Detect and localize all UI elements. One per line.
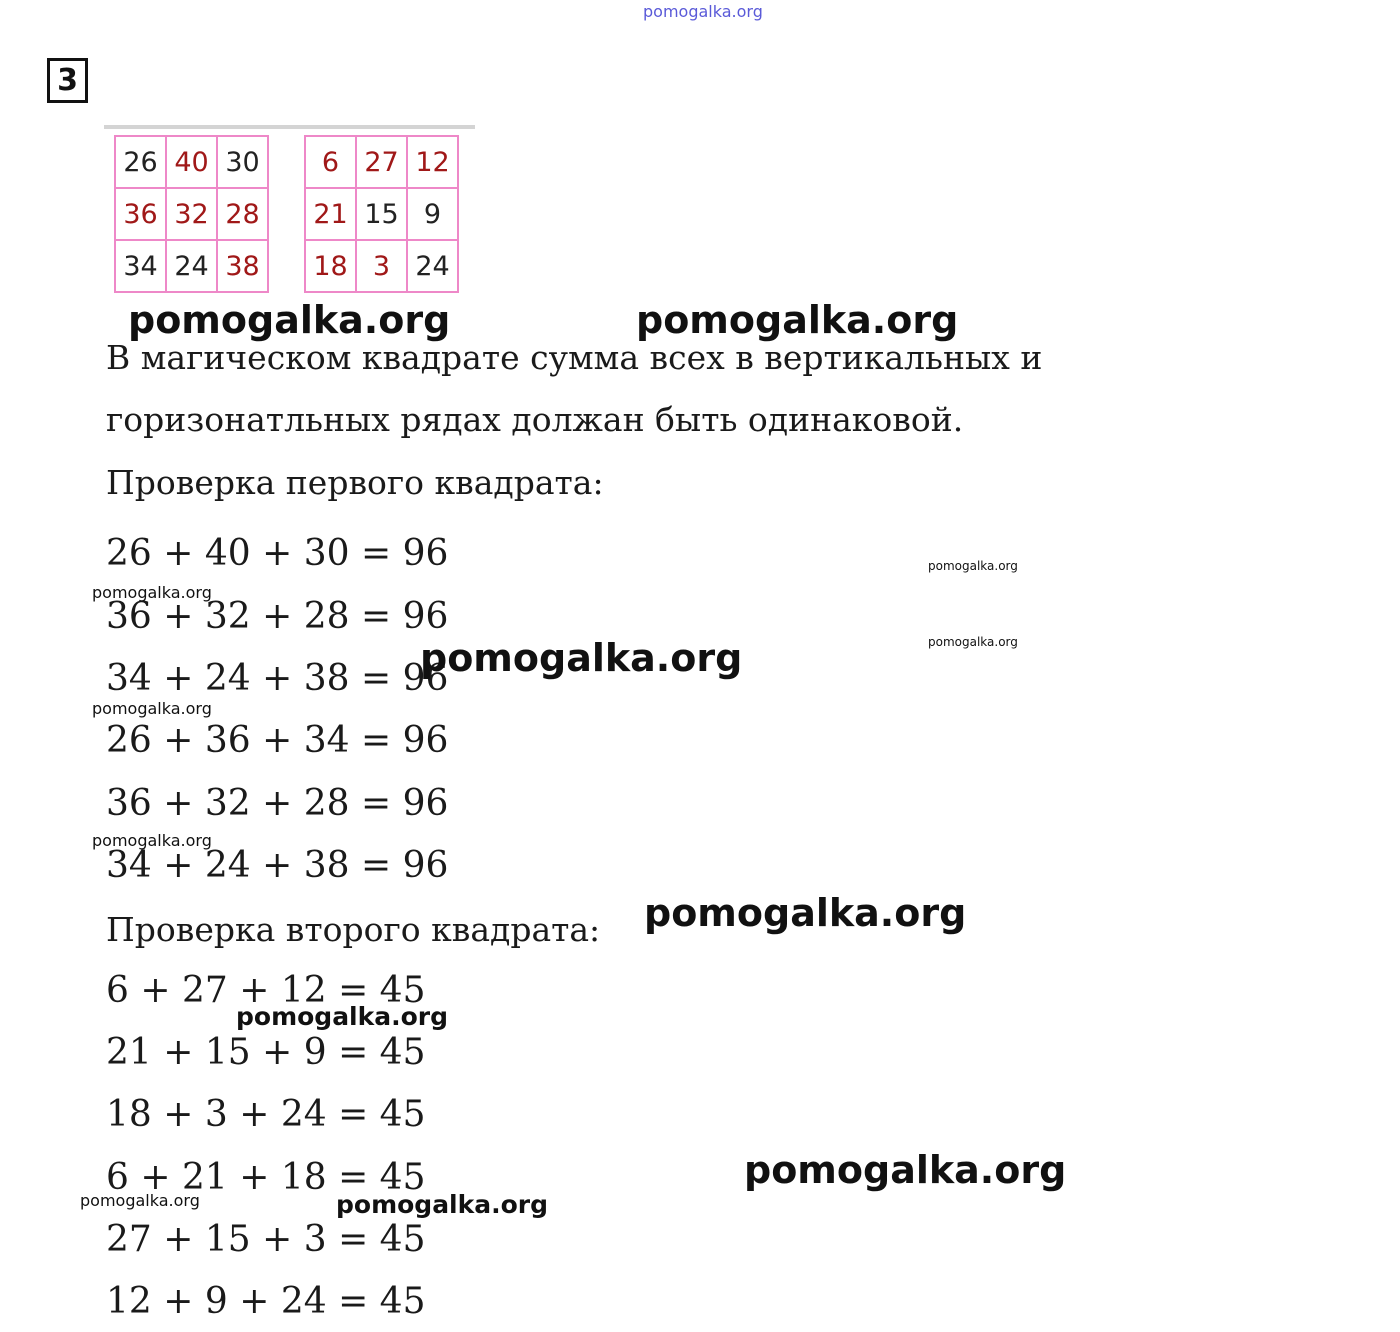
watermark: pomogalka.org (92, 583, 212, 602)
square-cell: 30 (217, 136, 268, 188)
square-cell: 9 (407, 188, 458, 240)
check1-heading: Проверка первого квадрата: (106, 463, 604, 502)
square-cell: 34 (115, 240, 166, 292)
square-cell: 3 (356, 240, 407, 292)
square-cell: 24 (407, 240, 458, 292)
square-cell: 32 (166, 188, 217, 240)
task-number: 3 (47, 58, 88, 103)
check2-equation: 12 + 9 + 24 = 45 (106, 1281, 426, 1322)
top-watermark: pomogalka.org (643, 2, 763, 21)
check2-equation: 18 + 3 + 24 = 45 (106, 1094, 426, 1135)
check1-equation: 26 + 40 + 30 = 96 (106, 533, 449, 574)
watermark: pomogalka.org (336, 1190, 549, 1219)
square-cell: 18 (305, 240, 356, 292)
square-cell: 26 (115, 136, 166, 188)
square-cell: 15 (356, 188, 407, 240)
square-row (305, 240, 458, 292)
magic-square-2 (304, 135, 459, 293)
watermark: pomogalka.org (636, 298, 959, 342)
watermark: pomogalka.org (928, 635, 1018, 649)
square-cell: 28 (217, 188, 268, 240)
square-cell: 12 (407, 136, 458, 188)
intro-line-1: В магическом квадрате сумма всех в вертикальных и (106, 338, 1043, 377)
square-cell: 27 (356, 136, 407, 188)
square-cell: 24 (166, 240, 217, 292)
watermark: pomogalka.org (644, 891, 967, 935)
watermark: pomogalka.org (80, 1191, 200, 1210)
watermark: pomogalka.org (744, 1148, 1067, 1192)
check1-equation: 26 + 36 + 34 = 96 (106, 720, 449, 761)
check2-equation: 21 + 15 + 9 = 45 (106, 1032, 426, 1073)
square-row (305, 136, 458, 188)
check1-equation: 34 + 24 + 38 = 96 (106, 845, 449, 886)
square-cell: 40 (166, 136, 217, 188)
watermark: pomogalka.org (236, 1002, 449, 1031)
check1-equation: 34 + 24 + 38 = 96 (106, 658, 449, 699)
intro-line-2: горизонатльных рядах должан быть одинаковой. (106, 400, 964, 439)
watermark: pomogalka.org (92, 699, 212, 718)
square-row (115, 240, 268, 292)
check1-equation: 36 + 32 + 28 = 96 (106, 783, 449, 824)
divider (104, 125, 475, 129)
square-cell: 21 (305, 188, 356, 240)
square-cell: 36 (115, 188, 166, 240)
square-cell: 6 (305, 136, 356, 188)
square-row (305, 188, 458, 240)
check2-equation: 6 + 21 + 18 = 45 (106, 1157, 426, 1198)
square-row (115, 188, 268, 240)
check2-equation: 27 + 15 + 3 = 45 (106, 1219, 426, 1260)
check2-equation: 6 + 27 + 12 = 45 (106, 970, 426, 1011)
magic-square-1 (114, 135, 269, 293)
check1-equation: 36 + 32 + 28 = 96 (106, 596, 449, 637)
watermark: pomogalka.org (420, 636, 743, 680)
watermark: pomogalka.org (928, 559, 1018, 573)
watermark: pomogalka.org (92, 831, 212, 850)
square-cell: 38 (217, 240, 268, 292)
square-row (115, 136, 268, 188)
check2-heading: Проверка второго квадрата: (106, 910, 601, 949)
watermark: pomogalka.org (128, 298, 451, 342)
